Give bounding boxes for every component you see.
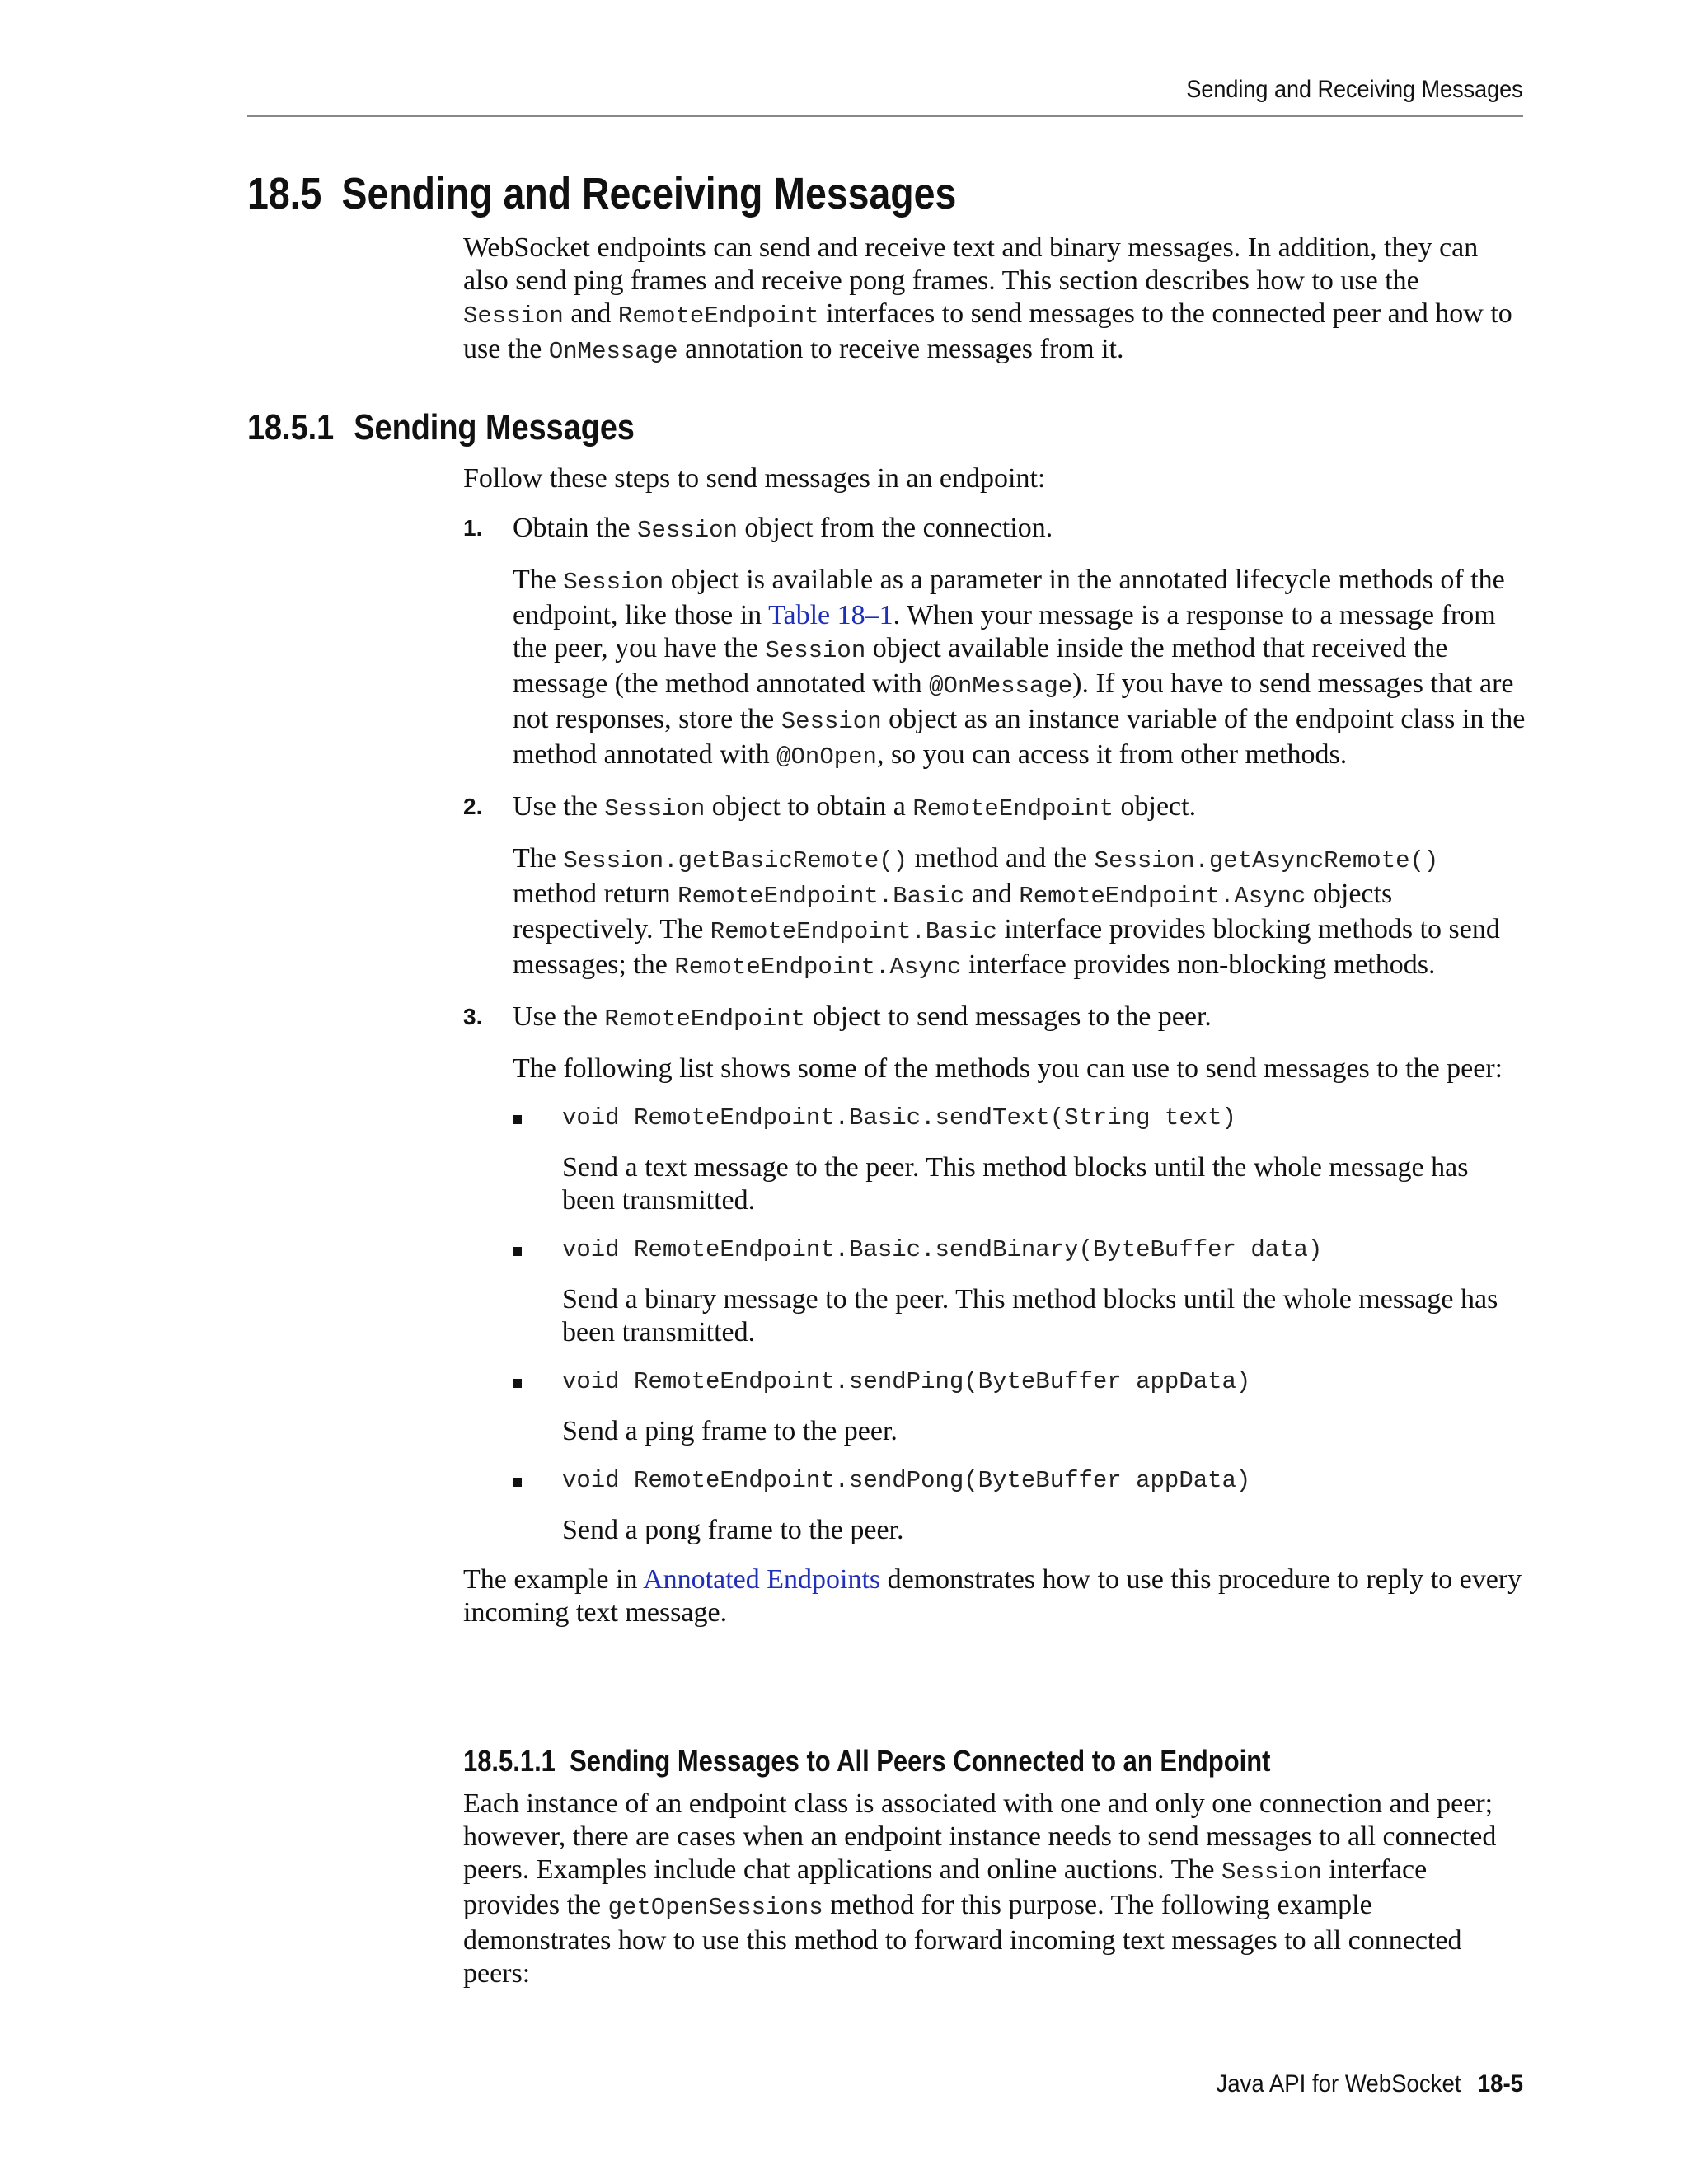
method-signature: void RemoteEndpoint.Basic.sendBinary(ByteBuffer data) [562,1236,1323,1263]
bullet-square-icon [513,1115,522,1124]
step-3-title: Use the RemoteEndpoint object to send messages to the peer. [513,1001,1212,1033]
header-rule [247,115,1523,117]
page-footer [1216,2070,1523,2098]
section-heading [247,168,956,219]
step-1-detail: The Session object is available as a parameter in the annotated lifecycle methods of the endpoint, like those in Table 18–1. When your message is a response to a message from the peer, you have the Session object available inside the method that received the message (the method annotated with @OnMessage). If you have to send messages that are not responses, store the Session object as an instance variable of the endpoint class in the method annotated with @OnOpen, so you can access it from other methods. [513,565,1526,771]
step-2-detail: The Session.getBasicRemote() method and the Session.getAsyncRemote() method return RemoteEndpoint.Basic and RemoteEndpoint.Async objects respectively. The RemoteEndpoint.Basic interface provides blocking methods to send messages; the RemoteEndpoint.Async interface provides non-blocking methods. [513,843,1500,981]
method-item [463,1366,1526,1399]
step-2 [463,790,1526,826]
step-number: 3. [463,1004,483,1029]
method-signature: void RemoteEndpoint.Basic.sendText(String text) [562,1104,1236,1132]
steps-lead: Follow these steps to send messages in an endpoint: [463,463,1046,494]
step-number: 2. [463,794,483,819]
subsubsection-paragraph: Each instance of an endpoint class is associated with one and only one connection and peer; however, there are cases when an endpoint instance needs to send messages to all connected peers. Examples include chat applications and online auctions. The Session interface provides the getOpenSessions method for this purpose. The following example demonstrates how to use this method to forward incoming text messages to all connected peers: [463,1788,1497,1989]
method-item [463,1465,1526,1497]
step-3-detail: The following list shows some of the methods you can use to send messages to the peer: [513,1053,1503,1084]
step-1 [463,512,1526,547]
bullet-square-icon [513,1247,522,1256]
subsubsection-body [463,1788,1526,2007]
method-description: Send a ping frame to the peer. [562,1416,898,1446]
bullet-square-icon [513,1478,522,1487]
method-signature: void RemoteEndpoint.sendPong(ByteBuffer appData) [562,1467,1251,1494]
section-title: Sending and Receiving Messages [341,169,957,218]
page-number: 18-5 [1477,2070,1523,2097]
method-description: Send a pong frame to the peer. [562,1515,904,1545]
method-signature: void RemoteEndpoint.sendPing(ByteBuffer appData) [562,1368,1251,1395]
section-number: 18.5 [247,169,322,218]
bullet-square-icon [513,1379,522,1388]
step-2-title: Use the Session object to obtain a RemoteEndpoint object. [513,791,1197,823]
subsubsection-title: Sending Messages to All Peers Connected to an Endpoint [570,1744,1271,1778]
subsection-body [463,462,1526,1646]
method-description: Send a text message to the peer. This method blocks until the whole message has been transmitted. [562,1152,1469,1216]
step-3 [463,1001,1526,1036]
intro-paragraph: WebSocket endpoints can send and receive text and binary messages. In addition, they can also send ping frames and receive pong frames. This section describes how to use the Session and RemoteEndpoint interfaces to send messages to the connected peer and how to use the OnMessage annotation to receive messages from it. [463,232,1512,365]
subsection-number: 18.5.1 [247,407,335,448]
section-intro [463,232,1526,385]
table-18-1-link[interactable]: Table 18–1 [768,600,893,630]
subsection-heading [247,407,635,448]
method-item [463,1102,1526,1135]
example-paragraph: The example in Annotated Endpoints demonstrates how to use this procedure to reply to every incoming text message. [463,1564,1522,1628]
subsubsection-number: 18.5.1.1 [463,1744,556,1778]
subsubsection-heading [463,1744,1270,1779]
annotated-endpoints-link[interactable]: Annotated Endpoints [643,1564,881,1595]
step-number: 1. [463,515,483,541]
method-item [463,1234,1526,1267]
method-description: Send a binary message to the peer. This method blocks until the whole message has been transmitted. [562,1284,1498,1347]
step-1-title: Obtain the Session object from the connection. [513,513,1053,544]
footer-book-title: Java API for WebSocket [1216,2070,1461,2097]
subsection-title: Sending Messages [354,407,635,448]
running-header: Sending and Receiving Messages [1186,76,1523,103]
